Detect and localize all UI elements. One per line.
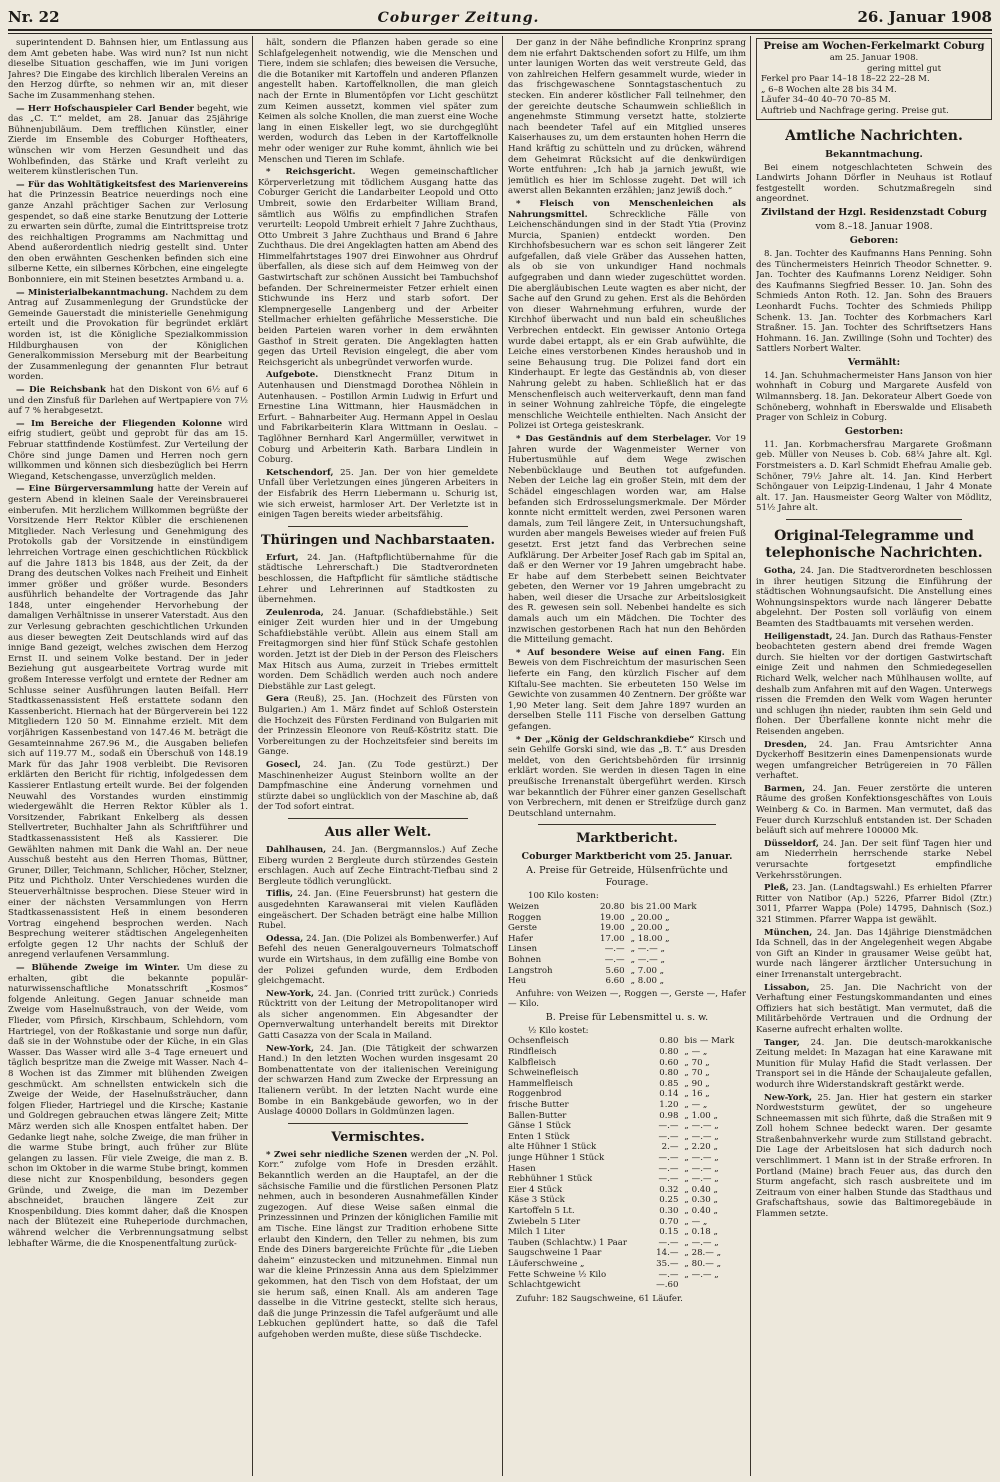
price-low: 20.80: [600, 901, 625, 912]
price-low: 19.00: [600, 923, 625, 934]
zivilstand-date: vom 8.–18. Januar 1908.: [815, 220, 933, 232]
column-1: [8, 38, 248, 1476]
price-row: [508, 923, 746, 934]
article-title: — Herr Hofschauspieler Carl Bender: [16, 103, 194, 114]
price-low: —.—: [658, 1174, 679, 1185]
price-low: 0.80: [659, 1068, 679, 1079]
article-title: Dresden,: [764, 739, 808, 750]
article-text: 24. Jan. (Haftpflichtübernahme für die städtische Lehrerschaft.) Die Stadtverordneten beschlossen, die Haftpflicht für sämtliche städtische Lehrer und Lehrerinnen auf Stadtkosten zu übernehmen.: [258, 552, 498, 606]
price-item-name: Langstroh: [508, 965, 553, 976]
price-high: „ 1.00 „: [684, 1110, 718, 1121]
article-text: begeht, wie das „C. T.“ meldet, am 28. Januar das 25jährige Bühnenjubiläum. Dem trefflichen Künstler, einer Zierde im Ensemble des Coburger Hoftheaters, wünschen wir vom Herzen Gesundheit und das Wohlbefinden, das Stärke und Kraft verleiht zu weiterem künstlerischen Tun.: [8, 103, 248, 178]
ferkel-row: Ferkel pro Paar 14–18 18–22 22–28 M.: [761, 74, 930, 85]
price-item-name: Hammelfleisch: [508, 1078, 574, 1089]
price-row: [508, 1238, 746, 1249]
article-reichsgericht: [258, 167, 498, 368]
article-gestaendnis: [508, 434, 746, 646]
article-text: 23. Jan. (Landtagswahl.) Es erhielten Pfarrer Ritter von Natibor (Ap.) 5226, Pfarrer Bidol (Ztr.) 3011, Pfarrer Wappa (Pole) 14795, Dahnisch (Soz.) 321 Stimmen. Pfarrer Wappa ist gewählt.: [756, 883, 992, 925]
article-zweige: [8, 963, 248, 1249]
article-lissabon: [756, 983, 992, 1036]
article-title: Lissabon,: [764, 982, 810, 993]
price-item-name: Käse 3 Stück: [508, 1195, 565, 1206]
price-low: 0.70: [659, 1216, 679, 1227]
article-erfurt: [258, 553, 498, 606]
article-title: Heiligenstadt,: [764, 631, 833, 642]
price-row: [508, 1111, 746, 1122]
article-text: 24. Jan. (Die Tätigkeit der schwarzen Hand.) In den letzten Wochen wurden insgesamt 20 Bombenattentate von der italienischen Vereinigung der schwarzen Hand zum Zwecke der Erpressung an Italienern verübt. In der letzten Nacht wurde eine Bombe in ein Bankgebäude geworfen, wo in der Auslage 40000 Dollars in Goldmünzen lagen.: [258, 1043, 498, 1118]
price-item-name: Kartoffeln 5 Lt.: [508, 1205, 575, 1216]
gestorben-title: Gestorben:: [844, 425, 904, 437]
price-low: 0.98: [659, 1110, 679, 1121]
section-heading-amtlich: Amtliche Nachrichten.: [785, 127, 963, 144]
article-text: 24. Jan. (Bergmannslos.) Auf Zeche Eiberg wurden 2 Bergleute durch stürzendes Gestein erschlagen. Auch auf Zeche Eintracht-Tiefbau sind 2 Bergleute tödlich verunglückt.: [258, 844, 498, 887]
price-high: „ —.— „: [630, 954, 665, 965]
article-koenig: [508, 735, 746, 820]
food-price-table: [508, 1036, 746, 1290]
article-text: 24. Jan. Der seit fünf Tagen hier und am Niederrhein herrschende starke Nebel verursachte fortgesetzt empfindliche Verkehrsstörungen.: [756, 838, 992, 881]
article-text: Vor 19 Jahren wurde der Wagenmeister Werner von Hubertusmühle auf dem Wege zwischen Nebenbücklauge und Beuthen tot aufgefunden. Neben der Leiche lag ein großer Stein, mit dem der Schädel eingeschlagen worden war, am Halse befanden sich Erdrosselungsmerkmale. Der Mörder konnte nicht ermittelt werden, zwei Personen waren damals, zum Teil längere Zeit, in Untersuchungshaft, wurden aber mangels Beweises wieder auf freien Fuß gesetzt. Erst jetzt fand das Verbrechen seine Aufklärung. Der Arbeiter Josef Rach gab im Spital an, daß er den Werner vor 19 Jahren umgebracht habe. Er habe auf dem Sterbebett seinen Beichtvater gebeten, den Werner vor 19 Jahren umgebracht zu haben, weil dieser die Ursache zur Arbeitslosigkeit des R. gewesen sein soll. Nebenbei handelte es sich damals auch um ein Mädchen. Die Tochter des inzwischen gestorbenen Rach hat nun den Behörden die Mitteilung gemacht.: [508, 433, 746, 646]
price-high: [678, 1280, 746, 1291]
price-row: [508, 1259, 746, 1270]
gestorben-text: 11. Jan. Korbmachersfrau Margarete Großmann geb. Müller von Neuses b. Cob. 68¼ Jahre alt. Kgl. Forstmeisters a. D. Karl Schmidt Ehefrau Amalie geb. Schöner, 79½ Jahre alt. 14. Jan. Kind Herbert Schöngauer von Leipzig-Lindenau, 1 Jahr 4 Monate alt. 17. Jan. Hausmeister Georg Walter von Mödlitz, 51½ Jahre alt.: [756, 439, 992, 514]
price-high: „ —.— „: [684, 1269, 719, 1280]
price-item-name: Milch 1 Liter: [508, 1227, 565, 1238]
column-4: [756, 38, 992, 1476]
price-row: [508, 1270, 746, 1281]
price-low: —.—: [658, 1269, 679, 1280]
price-item-name: Zwiebeln 5 Liter: [508, 1216, 581, 1227]
article-text: Dienstknecht Franz Ditum in Autenhausen und Dienstmagd Dorothea Nöhlein in Autenhausen. – Postillon Armin Ludwig in Erfurt und Ernestine Lina Wittmann, hier Hausmädchen in Erfurt. – Bahnarbeiter Aug. Hermann Appel in Oeslau und Fabrikarbeiterin Klara Wittmann in Oeslau. – Taglöhner Bernhard Karl Angermüller, verwitwet in Coburg und Arbeiterin Kath. Barbara Lindlein in Coburg.: [258, 370, 498, 466]
market-footer: Zufuhr: 182 Saugschweine, 61 Läufer.: [516, 1293, 683, 1304]
article-tiflis: [258, 889, 498, 931]
price-high: „ —.— „: [684, 1174, 719, 1185]
section-separator: [288, 526, 468, 527]
article-title: Düsseldorf,: [764, 838, 819, 849]
article-title: — Eine Bürgerversammlung: [16, 484, 154, 495]
article-newyork-hand: [258, 1044, 498, 1118]
article-buerger: [8, 484, 248, 961]
price-low: 0.80: [659, 1036, 679, 1047]
price-row: [508, 1174, 746, 1185]
article-fleisch: [508, 199, 746, 432]
article-title: New-York,: [266, 1043, 314, 1054]
article-title: Ketschendorf,: [266, 467, 334, 478]
article-title: Pleß,: [764, 883, 789, 894]
article-gotha: [756, 566, 992, 630]
article-title: Tiflis,: [266, 889, 294, 900]
price-low: 17.00: [600, 933, 625, 944]
price-row: [508, 976, 746, 987]
price-row: [508, 1132, 746, 1143]
price-low: —.—: [604, 944, 625, 955]
article-title: — Im Bereiche der Fliegenden Kolonne: [16, 418, 223, 429]
price-low: —.60: [656, 1280, 679, 1291]
article-barmen: [756, 784, 992, 837]
article-text: 24. Jan. (Zu Tode gestürzt.) Der Maschinenheizer August Steinborn wollte an der Dampfmaschine eine Änderung vornehmen und stürzte dabei so unglücklich von der Maschine ab, daß der Tod sofort eintrat.: [258, 760, 498, 813]
price-item-name: frische Butter: [508, 1100, 569, 1111]
article-title: Gera: [266, 694, 289, 705]
price-high: „ —.— „: [684, 1131, 719, 1142]
article-title: München,: [764, 927, 813, 938]
article-text: 24. Jan. Die deutsch-marokkanische Zeitung meldet: In Mazagan hat eine Karawane mit Munition für Mulay Hafid die Stadt verlassen. Der Transport sei in die Hände der Schaujaleute gefallen, wodurch ihre Widerstandskraft gestärkt werde.: [756, 1037, 992, 1090]
article-duesseldorf: [756, 839, 992, 881]
price-row: [508, 1121, 746, 1132]
price-low: 0.15: [659, 1227, 679, 1238]
price-item-name: Roggenbrod: [508, 1089, 562, 1100]
price-item-name: Fette Schweine ½ Kilo: [508, 1269, 607, 1280]
article-wohltaetig: [8, 180, 248, 286]
column-divider: [750, 36, 751, 1476]
price-row: [508, 1195, 746, 1206]
article-szenen: [258, 1150, 498, 1341]
column-divider: [502, 36, 503, 1476]
article-lead: Der ganz in der Nähe befindliche Kronprinz sprang dem nie erfahrt Daktschenden sofort zu Hilfe, um ihm unter launigen Worten das weit verstreute Geld, das von zahlreichen Helfern gesammelt wurde, wieder in das frischgewaschene Sonntagstaschentuch zu stecken. Ein anderer köstlicher Fall teilnehmer, den der gereichte deutsche Schaumwein schließlich in angenehmste Stimmung versetzt hatte, stolzierte nach beendeter Tafel auf ein Mitglied unseres Kaiserhauses zu, um dem erstaunten hohen Herrn die Hand kräftig zu schütteln und zu drücken, während dem Geheimrat Rücksicht auf die denkwürdigen Worte entfuhren: „Ich hab ja jarnich jewußt, wie jemütlich es hier im Schlosse zugeht. Det will ich awerst allen Bekannten erzählen; janz jewiß doch.“: [508, 38, 746, 197]
price-row: [508, 1089, 746, 1100]
price-high: „ 80.— „: [684, 1258, 722, 1269]
article-text: 25. Jan. Der von hier gemeldete Unfall über Verletzungen eines jüngeren Arbeiters in der Eisfabrik des Herrn Liebermann u. Schurig ist, wie sich erweist, harmloser Art. Der Verletzte ist in einigen Tagen bereits wieder arbeitsfähig.: [258, 467, 498, 521]
price-row: [508, 1036, 746, 1047]
price-low: —.—: [658, 1153, 679, 1163]
price-low: 0.32: [659, 1184, 679, 1195]
price-high: „ 0.40 „: [684, 1205, 718, 1216]
article-heiligenstadt: [756, 632, 992, 738]
price-item-name: alte Hühner 1 Stück: [508, 1142, 597, 1153]
price-low: —.—: [604, 954, 625, 965]
price-item-name: Läuferschweine „: [508, 1258, 585, 1269]
price-row: [508, 1185, 746, 1196]
price-high: „ 0.40 „: [684, 1184, 718, 1195]
price-low: 0.80: [659, 1047, 679, 1058]
geboren-title: Geboren:: [849, 234, 899, 246]
article-gosecl: [258, 760, 498, 813]
article-pless: [756, 883, 992, 925]
price-low: 0.85: [659, 1078, 679, 1089]
article-title: — Blühende Zweige im Winter.: [16, 963, 180, 974]
article-text: 25. Jan. Hier hat gestern ein starker Nordweststurm gewütet, der so ungeheure Schneemassen mit sich führte, daß die Straßen mit 9 Zoll hohem Schnee bedeckt waren. Der gesamte Straßenbahnverkehr wurde zum Stillstand gebracht. Die Lage der Arbeitslosen hat sich dadurch noch verschlimmert. 1 Mann ist in der Straße erfroren. In Portland (Maine) brach Feuer aus, das durch den Sturm angefacht, sich rasch ausbreitete und im Zeitraum von einer halben Stunde das Stadthaus und Grafschaftshaus, sowie das Baltimoregebäude in Flammen setzte.: [756, 1092, 992, 1220]
price-low: 2.—: [661, 1142, 679, 1153]
article-text: Um diese zu erhalten, gibt die bekannte populär-naturwissenschaftliche Monatsschrift „Kosmos“ folgende Anleitung. Gegen Januar schneide man Zweige vom Haselnußstrauch, von der Weide, vom Flieder, vom Pfirsich, Kirschbaum, Schlehdorn, vom Hartriegel, von der Roßkastanie und sorge nun dafür, daß sie in der Wohnstube oder der Küche, in ein Glas Wasser. Das Wasser wird alle 3–4 Tage erneuert und täglich bespritze man die Zweige mit Wasser. Nach 4–8 Wochen ist das Zimmer mit blühenden Zweigen geschmückt. Am schnellsten entwickeln sich die Zweige der Weide, der Haselnußsträucher, dann folgen Flieder, Hartriegel und die Kirsche; Kastanie und Goldregen gebrauchen etwas längere Zeit; Mitte März werden sich alle Knospen entfaltet haben. Der Gedanke liegt nahe, solche Zweige, die man früher in die warme Stube bringt, auch früher zur Blüte gelangen zu lassen. Für viele Zweige, die man z. B. schon im Oktober in die warme Stube bringt, kommen diese nicht zur Knospenbildung, besonders gegen Gründe, und Zweige, die man im Dezember abschneidet, brauchen längere Zeit zur Knospenbildung. Dies kommt daher, daß die Knospen nach der Blütezeit eine Ruheperiode durchmachen, während welcher die Verbrennungsatmung selbst lebhafter Wärme, die die Knospenentfaltung zurück-: [8, 963, 248, 1249]
price-low: 19.00: [600, 912, 625, 923]
price-high: „ 70 „: [684, 1057, 710, 1068]
article-ministerial: [8, 288, 248, 383]
price-row: [508, 902, 746, 913]
article-bender: [8, 104, 248, 178]
price-row: [508, 1058, 746, 1069]
article-text: 24. Jan. (Eine Feuersbrunst) hat gestern die ausgedehnten Karawanserai mit vielen Kaufläden eingeäschert. Der Schaden beträgt eine halbe Million Rubel.: [258, 889, 498, 932]
article-fang: [508, 648, 746, 733]
price-item-name: Schweinefleisch: [508, 1068, 579, 1079]
price-row: [508, 944, 746, 955]
article-title: New-York,: [764, 1092, 812, 1103]
masthead: [8, 4, 992, 26]
article-zeulenroda: [258, 608, 498, 693]
geboren-text: 8. Jan. Tochter des Kaufmanns Hans Penning. Sohn des Tünchermeisters Heinrich Theodor Schnetter. 9. Jan. Tochter des Kaufmanns Lorenz Neidiger. Sohn des Kaufmanns Siegfried Besser. 10. Jan. Sohn des Schmieds Anton Roth. 12. Jan. Sohn des Brauers Leonhardt Fuchs. Tochter des Schmieds Philipp Schenk. 13. Jan. Tochter des Korbmachers Karl Straßner. 15. Jan. Tochter des Schriftsetzers Hans Hohmann. 16. Jan. Zwillinge (Sohn und Tochter) des Sattlers Norbert Walter.: [756, 248, 992, 355]
paper-title: Coburger Zeitung.: [377, 10, 540, 26]
price-item-name: Tauben (Schlachtw.) 1 Paar: [508, 1237, 627, 1248]
price-high: „ 28.— „: [684, 1248, 722, 1259]
price-low: 35.—: [656, 1258, 679, 1269]
ferkel-title: Preise am Wochen-Ferkelmarkt Coburg: [763, 41, 985, 52]
article-text: Schreckliche Fälle von Leichenschändungen sind in der Stadt Ytia (Provinz Murcia, Spanien) entdeckt worden. Den Kirchhofsbesuchern war es schon seit längerer Zeit aufgefallen, daß viele Gräber das Aussehen hatten, als ob sie von unkundiger Hand nochmals aufgegraben und dann wieder zugeschüttet worden. Die abergläubischen Leute wagten es aber nicht, der Sache auf den Grund zu gehen. Erst als die Behörden von dieser Wahrnehmung erfuhren, wurde der Kirchhof überwacht und nun bald ein scheußliches Verbrechen entdeckt. Ein gewisser Antonio Ortega wurde dabei ertappt, als er ein Grab aufwühlte, die Leiche eines verstorbenen Kindes heraushob und in seine Behausung trug. Die Polizei fand dort ein Kinderhaupt. Er legte das Geständnis ab, von dieser Nahrung gelebt zu haben. Schließlich hat er das Menschenfleisch auch weiterverkauft, denn man fand in seiner Wohnung zahlreiche Töpfe, die eingelegte menschliche Weichteile enthielten. Nach Ansicht der Polizei ist Ortega geisteskrank.: [508, 209, 746, 432]
ferkel-note: Auftrieb und Nachfrage gering. Preise gut.: [761, 105, 949, 116]
article-title: New-York,: [266, 988, 314, 999]
price-row: [508, 1047, 746, 1058]
price-high: „ 20.00 „: [630, 923, 670, 934]
price-low: 1.20: [659, 1100, 679, 1111]
article-muenchen: [756, 928, 992, 981]
price-item-name: Bohnen: [508, 954, 542, 965]
article-text: 24. Jan. Frau Amtsrichter Anna Dyckerhoff Besitzerin eines Damenpensionats wurde wegen umfangreicher Betrügereien in 70 Fällen verhaftet.: [756, 739, 992, 782]
price-low: 0.30: [659, 1205, 679, 1216]
price-item-name: Gänse 1 Stück: [508, 1121, 571, 1132]
article-title: Gosecl,: [266, 760, 301, 770]
market-unit-a: 100 Kilo kosten:: [528, 891, 599, 902]
price-row: [508, 1280, 746, 1291]
price-low: 6.60: [605, 976, 625, 987]
ferkel-date: am 25. Januar 1908.: [829, 53, 919, 63]
price-row: [508, 1100, 746, 1111]
article-title: Barmen,: [764, 783, 806, 794]
article-title: Tanger,: [764, 1037, 800, 1048]
price-high: bis — Mark: [684, 1036, 735, 1047]
article-text: 24. Jan. Durch das Rathaus-Fenster beobachteten gestern abend drei fremde Wagen durch. Sie hielten vor der dortigen Gastwirtschaft einige Zeit und nahmen den Schmiedegesellen Richard Welk, welcher nach Mühlhausen wollte, auf deshalb zum Anfahren mit auf den Wagen. Unterwegs rissen die Fremden den Welk vom Wagen herunter und schlugen ihn nieder, raubten ihm sein Geld und flohen. Der Überfallene konnte nicht mehr die Reisenden angeben.: [756, 631, 992, 737]
article-title: — Ministerialbekanntmachung.: [16, 287, 169, 298]
article-title: Dahlhausen,: [266, 844, 327, 855]
price-item-name: junge Hühner 1 Stück: [508, 1153, 605, 1163]
section-separator: [288, 1123, 468, 1124]
price-item-name: Saugschweine 1 Paar: [508, 1248, 602, 1259]
masthead-rule: [8, 29, 992, 31]
price-low: —.—: [658, 1121, 679, 1132]
section-separator: [288, 818, 468, 819]
article-text: Wegen gemeinschaftlicher Körperverletzung mit tödlichem Ausgang hatte das Coburger Gericht die Landarbeiter Leopold und Otto Umbreit, sowie den Erdarbeiter William Brand, sämtlich aus Wölfis zu empfindlichen Strafen verurteilt: Leopold Umbreit erhielt 7 Jahre Zuchthaus, Otto Umbreit 3 Jahre Zuchthaus und Brand 6 Jahre Zuchthaus. Die drei Angeklagten hatten am Abend des Himmelfahrtstages 1907 drei Einwohner aus Ohrdruf überfallen, als diese sich auf dem Heimweg von der Gastwirtschaft zur schönen Aussicht bei Tambuchshof befanden. Der Schreinermeister Fetzer erhielt einen Stichwunde ins Herz und starb sofort. Der Klempnergeselle Langenberg und der Arbeiter Stellmacher erhielten gefährliche Messerstiche. Die beiden Parteien waren vorher in dem erwähnten Gasthof in Streit geraten. Die Angeklagten hatten gegen das Urteil Revision eingelegt, die aber vom Reichsgericht als unbegründet verworfen wurde.: [258, 167, 498, 368]
price-row: [508, 1206, 746, 1217]
price-item-name: Eier 4 Stück: [508, 1184, 563, 1195]
price-low: 0.25: [659, 1195, 679, 1206]
price-high: „ 16 „: [684, 1089, 710, 1100]
price-low: 0.60: [659, 1057, 679, 1068]
bekanntmachung-title: Bekanntmachung.: [825, 148, 923, 160]
article-text: werden der „N. Pol. Korr.“ zufolge vom Hofe in Dresden erzählt. Bekanntlich werden an die Hauptafel, an der die sächsische Familie und die fürstlichen Personen Platz nehmen, auch in besonderen Ausnahmefällen Kinder zugezogen. Auf diese Weise saßen einmal die Prinzessinnen und Prinzen der königlichen Familie mit am Tische. Eine längst zur Tradition erhobene Sitte erlaubt den Kindern, den Teller zu nehmen, bis zum Ende des Diners bargereichte Früchte für „die Lieben daheim“ einzustecken und mitzunehmen. Einmal nun war die kleine Prinzessin Anna aus dem Spielzimmer gekommen, hat den Tisch von dem Hofstaat, der um sie herum saß, einen Knall. Als am anderen Tage dasselbe in die Vitrine gesteckt, stellte sich heraus, daß die junge Prinzessin die Tafel aufgeräumt und alle Lebkuchen geplündert hatte, so daß die Tafel aufgehoben werden mußte, diese süße Tischdecke.: [258, 1149, 498, 1340]
masthead-rule-thin: [8, 33, 992, 34]
article-dresden: [756, 740, 992, 782]
article-dahlhausen: [258, 845, 498, 887]
ferkel-market-box: [756, 38, 992, 120]
price-item-name: Gerste: [508, 923, 538, 934]
market-note: Anfuhre: von Weizen —, Roggen —, Gerste —, Hafer — Kilo.: [508, 988, 746, 1010]
price-high: „ —.— „: [684, 1163, 719, 1174]
price-item-name: Linsen: [508, 944, 538, 955]
section-heading-vermischtes: Vermischtes.: [331, 1129, 425, 1145]
article-title: * Fleisch von Menschenleichen als Nahrungsmittel.: [508, 198, 746, 220]
price-item-name: Schlachtgewicht: [508, 1280, 581, 1291]
article-title: * Zwei sehr niedliche Szenen: [266, 1149, 408, 1160]
article-title: — Für das Wohltätigkeitsfest des Marienvereins: [16, 179, 248, 190]
price-row: [508, 1068, 746, 1079]
price-high: „ 2.20 „: [684, 1142, 718, 1153]
article-text: hat die Prinzessin Beatrice neuerdings noch eine ganze Anzahl prächtiger Sachen zur Verlosung gespendet, so daß eine starke Benutzung der Lotterie zu erwarten sein dürfte, zumal die Eintrittspreise trotz des reichhaltigen Programms am Nachmittag und Abend außerordentlich niedrig gestellt sind. Unter den oben erwähnten Geschenken befinden sich eine silberne Kette, ein silbernes Körbchen, eine eingelegte Bonbonniere, ein mit Steinen besetztes Armband u. a.: [8, 190, 248, 286]
market-section-b: B. Preise für Lebensmittel u. s. w.: [545, 1011, 709, 1023]
article-title: Aufgebote.: [266, 370, 319, 381]
price-high: „ —.— „: [684, 1121, 719, 1132]
article-text: 24. Januar. (Schafdiebstähle.) Seit einiger Zeit wurden hier und in der Umgebung Schafdiebstähle verübt. Allein aus einem Stall am Freitagmorgen sind hier fünf Stück Schafe gestohlen worden. Jetzt ist der Dieb in der Person des Fleischers Max Hitsch aus Auma, zurzeit in Triebes ermittelt worden. Dem Schädlich werden auch noch andere Diebstähle zur Last gelegt.: [258, 607, 498, 692]
price-row: [508, 934, 746, 945]
price-item-name: Rebhühner 1 Stück: [508, 1174, 593, 1185]
article-tanger: [756, 1038, 992, 1091]
market-unit-b: ½ Kilo kostet:: [528, 1025, 589, 1036]
article-aufgebote: [258, 370, 498, 465]
article-text: 24. Jan. (Conried tritt zurück.) Conrieds Rücktritt von der Leitung der Metropolitanoper wird als sicher angenommen. Ein Abgesandter der Opernverwaltung unterhandelt bereits mit Direktor Gatti Casazza von der Scala in Mailand.: [258, 988, 498, 1042]
price-high: „ —.— „: [630, 944, 665, 955]
article-title: * Reichsgericht.: [266, 167, 356, 178]
article-text: 24. Jan. Das 14jährige Dienstmädchen Ida Schnell, das in der Angelegenheit wegen Abgabe von Gift an Kinder in grausamer Weise geübt hat, wurde nach längerer ärztlicher Untersuchung in einer Irrenanstalt untergebracht.: [756, 927, 992, 980]
article-odessa: [258, 934, 498, 987]
price-row: [508, 1227, 746, 1238]
article-kolonne: [8, 419, 248, 483]
article-title: Zeulenroda,: [266, 607, 324, 618]
price-low: 0.14: [659, 1089, 679, 1100]
price-low: —.—: [658, 1237, 679, 1248]
article-text: 25. Jan. Die Nachricht von der Verhaftung einer Festungskommandanten und eines Offiziers hat sich bestätigt. Man vermutet, daß die Militärbehörde Vertrauen und die Ordnung der Kaserne aufrecht erhalten wollte.: [756, 982, 992, 1035]
article-text: Ein Beweis von dem Fischreichtum der masurischen Seen lieferte ein Fang, den kürzlich Fischer auf dem Kiſtalu-See machten. Sie erbeuteten 150 Welse im Gewichte von zusammen 40 Zentnern. Der größte war 1,90 Meter lang. Seit dem Jahre 1897 wurden an derselben Stelle 111 Fische von derselben Gattung gefangen.: [508, 647, 746, 732]
article-title: — Die Reichsbank: [16, 385, 106, 395]
article-title: * Auf besondere Weise auf einen Fang.: [516, 647, 725, 658]
issue-date: 26. Januar 1908: [857, 8, 992, 26]
price-low: 5.60: [605, 965, 625, 976]
column-3: [508, 38, 746, 1476]
market-section-a: A. Preise für Getreide, Hülsenfrüchte und Fourage.: [526, 865, 728, 889]
ferkel-header: gering mittel gut: [866, 63, 942, 74]
price-high: „ 20.00 „: [630, 912, 670, 923]
ferkel-row: „ 6–8 Wochen alte 28 bis 34 M.: [761, 84, 897, 95]
article-text: hat den Diskont von 6½ auf 6 und den Zinsfuß für Darlehen auf Wertpapiere von 7½ auf 7 % herabgesetzt.: [8, 385, 248, 417]
article-newyork-conried: [258, 989, 498, 1042]
price-item-name: Enten 1 Stück: [508, 1131, 570, 1142]
price-item-name: Roggen: [508, 912, 542, 923]
price-low: —.—: [658, 1163, 679, 1174]
price-item-name: Ochsenfleisch: [508, 1036, 569, 1047]
article-text: Kirsch und sein Gehilfe Gorski sind, wie das „B. T.“ aus Dresden meldet, von den Gerichtsbehörden für irrsinnig erklärt worden. Sie werden in diesen Tagen in eine preußische Irrenanstalt übergeführt werden. Kirsch war bekanntlich der Führer einer ganzen Gesellschaft von Verbrechern, mit denen er Streifzüge durch ganz Deutschland unternahm.: [508, 734, 746, 819]
price-row: [508, 955, 746, 966]
column-2: [258, 38, 498, 1476]
article-gera: [258, 694, 498, 758]
price-high: „ 90 „: [684, 1078, 710, 1089]
price-high: „ 70 „: [684, 1068, 710, 1079]
price-item-name: Hasen: [508, 1163, 536, 1174]
article-lead: superintendent D. Bahnsen hier, um Entlassung aus dem Amt gebeten habe. Was wird nun? Ist nun nicht dieselbe Situation geschaffen, wie im Juni vorigen Jahres? Die Eingabe des kirchlich liberalen Vereins an den Herzog dürfte, so nehmen wir an, mit dieser Sache im Zusammenhang stehen.: [8, 38, 248, 101]
section-heading-aller-welt: Aus aller Welt.: [324, 824, 432, 840]
price-high: „ — „: [684, 1216, 708, 1227]
price-row: [508, 1248, 746, 1259]
price-row: [508, 1079, 746, 1090]
price-item-name: Rindfleisch: [508, 1047, 557, 1058]
price-high: „ 0.30 „: [684, 1195, 718, 1206]
price-item-name: Weizen: [508, 901, 540, 912]
article-title: * Das Geständnis auf dem Sterbelager.: [516, 433, 712, 444]
price-row: [508, 1142, 746, 1153]
price-high: „ 18.00 „: [630, 933, 670, 944]
article-text: 24. Jan. Feuer zerstörte die unteren Räume des großen Konfektionsgeschäftes von Louis Weinberg & Co. in Barmen. Man vermutet, daß das Feuer durch Kurzschluß entstanden ist. Der Schaden beläuft sich auf mehrere 100000 Mk.: [756, 783, 992, 837]
bekanntmachung-text: Bei einem notgeschlachteten Schwein des Landwirts Johann Dörfler in Neuhaus ist Rotlauf festgestellt worden. Schutzmaßregeln sind angeordnet.: [756, 162, 992, 205]
section-separator: [786, 519, 962, 520]
price-item-name: Kalbfleisch: [508, 1057, 557, 1068]
price-item-name: Heu: [508, 976, 527, 987]
grain-price-table: [508, 902, 746, 987]
article-text: (Reuß), 25. Jan. (Hochzeit des Fürsten von Bulgarien.) Am 1. März findet auf Schloß Osterstein die Hochzeit des Fürsten Ferdinand von Bulgarien mit der Prinzessin Eleonore von Reuß-Köstritz statt. Die Vorbereitungen zu der Hochzeitsfeier sind bereits im Gange.: [258, 694, 498, 758]
issue-number: Nr. 22: [8, 8, 60, 26]
price-row: [508, 913, 746, 924]
article-title: Odessa,: [266, 933, 304, 944]
vermaehlt-text: 14. Jan. Schuhmachermeister Hans Janson von hier wohnhaft in Coburg und Margarete Ausfeld von Wilmannsberg. 18. Jan. Dekorateur Albert Goede von Schöneberg, wohnhaft in Eberswalde und Elisabeth Prager von Schleiz in Coburg.: [756, 370, 992, 424]
article-text: Nachdem zu dem Antrag auf Zusammenlegung der Grundstücke der Gemeinde Gauerstadt die ministerielle Genehmigung erteilt und die Provokation für begründet erklärt worden ist, ist die Königliche Spezialkommission Hildburghausen von der Königlichen Generalkommission Merseburg mit der Bearbeitung der Zusammenlegung der genannten Flur betraut worden.: [8, 287, 248, 383]
price-high: „ 7.00 „: [630, 965, 665, 976]
market-title: Coburger Marktbericht vom 25. Januar.: [521, 851, 733, 863]
section-heading-thueringen: Thüringen und Nachbarstaaten.: [260, 532, 496, 548]
article-ketschendorf: [258, 468, 498, 521]
section-separator: [538, 824, 716, 825]
price-high: bis 21.00 Mark: [630, 901, 697, 912]
price-high: „ 8.00 „: [630, 976, 665, 987]
zivilstand-title: Zivilstand der Hzgl. Residenzstadt Coburg: [761, 206, 987, 218]
price-high: „ —.— „: [684, 1153, 719, 1163]
article-text: 24. Jan. (Die Polizei als Bombenwerfer.) Auf Befehl des neuen Generalgouverneurs Tolmatschoff wurde ein Wirtshaus, in dem zufällig eine Bombe von der Polizei gefunden wurde, dem Erdboden gleichgemacht.: [258, 933, 498, 987]
article-title: Erfurt,: [266, 552, 299, 563]
ferkel-row: Läufer 34–40 40–70 70–85 M.: [761, 95, 891, 106]
column-divider: [252, 36, 253, 1476]
price-item-name: Hafer: [508, 933, 533, 944]
article-title: Gotha,: [764, 566, 796, 576]
price-row: [508, 966, 746, 977]
price-low: —.—: [658, 1131, 679, 1142]
price-row: [508, 1153, 746, 1164]
price-high: „ 0.18 „: [684, 1227, 718, 1238]
section-heading-markt: Marktbericht.: [576, 831, 678, 847]
price-row: [508, 1164, 746, 1175]
price-high: „ — „: [684, 1100, 708, 1111]
article-lead: hält, sondern die Pflanzen haben gerade so eine Schlafgelegenheit notwendig, wie die Menschen und Tiere, indem sie schlafen; dies beweisen die Versuche, die die Botaniker mit Kartoffeln und anderen Pflanzen angestellt haben. Kartoffelknollen, die man gleich nach der Ernte in Blumentöpfen vor Licht geschützt zum Keimen aussetzt, kommen viel später zum Keimen als solche Knollen, die man zuerst eine Woche lang in einen Eiskeller legt, wo sie durchgeglüht werden, wodurch das Leben in der Kartoffelknolle mehr oder weniger zur Ruhe kommt, ähnlich wie bei Menschen und Tieren im Schlafe.: [258, 38, 498, 165]
article-newyork-sturm: [756, 1093, 992, 1220]
article-text: hatte der Verein auf gestern Abend in kleinen Saale der Vereinsbrauerei einberufen. Mit herzlichem Willkommen begrüßte der Vorsitzende Herr Rektor Kübler die erschienenen Mitglieder. Nach Verlesung und Genehmigung des Protokolls gab der Vorsitzende in einstündigem lehrreichen Vortrage einen geschichtlichen Rückblick auf die Jahre 1813 bis 1848, aus der Zeit, da der Drang des deutschen Volkes nach Freiheit und Einheit immer größer und größer wurde. Besonders ausführlich behandelte der Vortragende das Jahr 1848, unter eingehender Hervorhebung der damaligen Verhältnisse in unserer Vaterstadt. Aus den zur Verlesung gebrachten geschichtlichen Urkunden aus dieser bewegten Zeit Deutschlands wird auf das innige Band gezeigt, welches zwischen dem Herzog Ernst II. und seinem Volke bestand. Der in jeder Beziehung gut ausgearbeitete Vortrag wurde mit großem Interesse verfolgt und erntete der Redner am Schlusse seiner Ausführungen lauten Beifall. Herr Stadtkassenassistent Heß erstattete sodann den Kassenbericht. Hiernach hat der Bürgerverein bei 122 Mitgliedern 120 50 M. Einnahme erzielt. Mit dem vorjährigen Kassenbestand von 147.46 M. beträgt die Gesamteinnahme 267.96 M., die Ausgaben beliefen sich auf 119.77 M., sodaß ein Überschuß von 148.19 Mark für das Jahr 1908 verbleibt. Die Revisoren erklärten den Bericht für richtig, infolgedessen dem Kassierer Entlastung erteilt wurde. Bei der folgenden Neuwahl des Vorstandes wurden einstimmig wiedergewählt die Herren Rektor Kübler als 1. Vorsitzender, Fabrikant Enkelberg als dessen Stellvertreter, Buchhalter Jahn als Schriftführer und Stadtkassenassistent Heß als Kassierer. Die Gewählten nahmen mit Dank die Wahl an. Der neue Ausschuß besteht aus den Herren Thomas, Büttner, Gruner, Diller, Teichmann, Schlicher, Höcher, Stelzner, Pitz und Pichtholz. Unter Verschiedenes wurden die Steuerverhältnisse besprochen. Diese Steuer wird in einer der nächsten Versammlungen von Herrn Stadtkassenassistent Heß in einem besonderen Vortrag eingehend besprochen werden. Nach Besprechung weiterer städtischen Angelegenheiten erfolgte gegen 12 Uhr nachts der Schluß der anregend verlaufenen Versammlung.: [8, 484, 248, 961]
price-row: [508, 1217, 746, 1228]
article-text: wird eifrig studiert, geübt und geprobt für das am 15. Februar stattfindende Kostümfest. Zur Verteilung der Chöre sind junge Damen und Herren noch gern willkommen und können sich diesbezüglich bei Herrn Wiegand, Ketschengasse, unverzüglich melden.: [8, 418, 248, 482]
price-low: 14.—: [656, 1248, 679, 1259]
article-title: * Der „König der Geldschrankdiebe“: [516, 734, 695, 745]
article-reichsbank: [8, 385, 248, 417]
section-heading-telegramme: Original-Telegramme und telephonische Nachrichten.: [765, 528, 983, 561]
vermaehlt-title: Vermählt:: [847, 356, 901, 368]
price-item-name: Ballen-Butter: [508, 1110, 567, 1121]
price-high: „ —.— „: [684, 1237, 719, 1248]
article-text: 24. Jan. Die Stadtverordneten beschlossen in ihrer heutigen Sitzung die Einführung der städtischen Wohnungsaufsicht. Die Anstellung eines Wohnungsinspektors wurde nach längerer Debatte abgelehnt. Der Posten soll vorläufig von einem Beamten des Stadtbauamts mit versehen werden.: [756, 566, 992, 629]
price-high: „ — „: [684, 1047, 708, 1058]
